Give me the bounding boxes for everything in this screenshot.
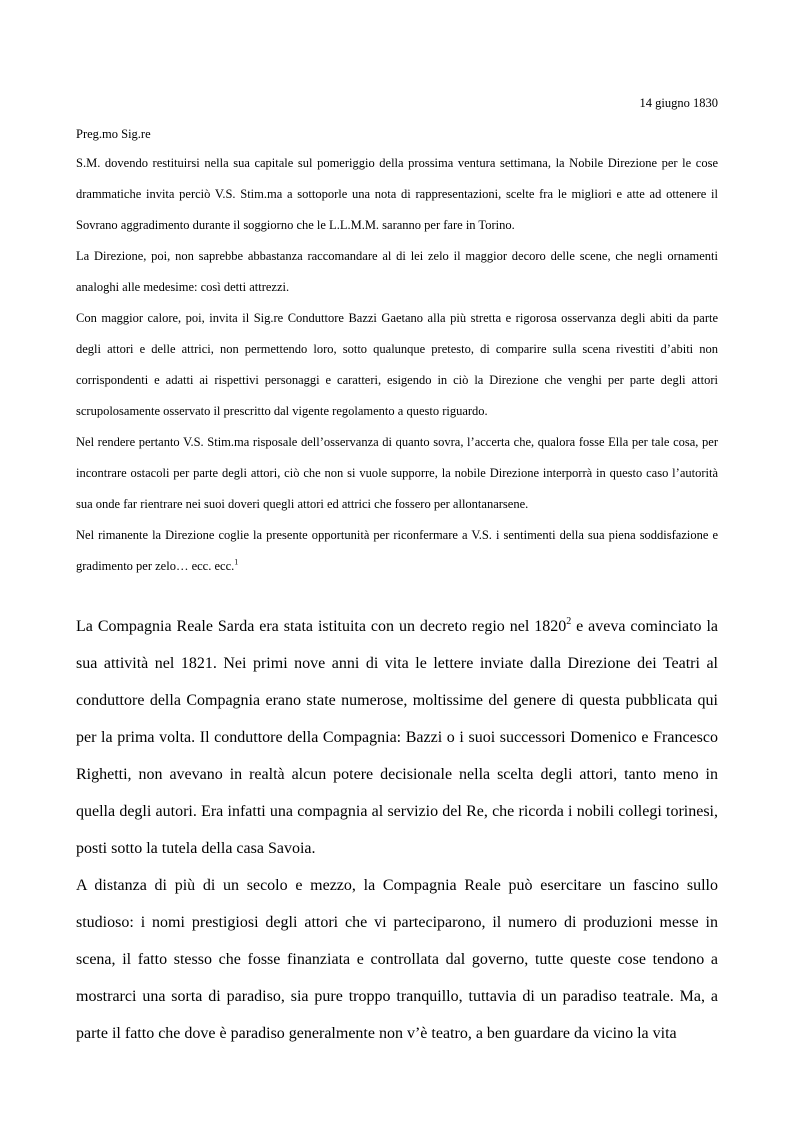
essay-text: e aveva cominciato la sua attività nel 1821. Nei primi nove anni di vita le lettere inviate dalla Direzione dei Teatri al conduttore della Compagnia erano state numerose, moltissime del genere di questa pubblicata qui per la prima volta. Il conduttore della Compagnia: Bazzi o i suoi successori Domenico e Francesco Righetti, non avevano in realtà alcun potere decisionale nella scelta degli attori, tanto meno in quella degli autori. Era infatti una compagnia al servizio del Re, che ricorda i nobili collegi torinesi, posti sotto la tutela della casa Savoia. (76, 618, 718, 857)
letter-paragraph: La Direzione, poi, non saprebbe abbastanza raccomandare al di lei zelo il maggior decoro delle scene, che negli ornamenti analoghi alle medesime: così detti attrezzi. (76, 249, 718, 294)
letter-closing-text: Nel rimanente la Direzione coglie la presente opportunità per riconfermare a V.S. i sentimenti della sua piena soddisfazione e gradimento per zelo… ecc. ecc. (76, 528, 718, 573)
letter-paragraph: Con maggior calore, poi, invita il Sig.re Conduttore Bazzi Gaetano alla più stretta e rigorosa osservanza degli abiti da parte degli attori e delle attrici, non permettendo loro, sotto qualunque pretesto, di comparire sulla scena rivestiti d’abiti non corrispondenti e adatti ai rispettivi personaggi e caratteri, esigendo in ciò la Direzione che venghi per parte degli attori scrupolosamente osservato il prescritto dal vigente regolamento a questo riguardo. (76, 311, 718, 418)
footnote-ref-1[interactable]: 1 (234, 557, 239, 567)
essay-paragraph-2: A distanza di più di un secolo e mezzo, la Compagnia Reale può esercitare un fascino sullo studioso: i nomi prestigiosi degli attori che vi parteciparono, il numero di produzioni messe in scena, il fatto stesso che fosse finanziata e controllata dal governo, tutte queste cose tendono a mostrarci una sorta di paradiso, sia pure troppo tranquillo, tuttavia di un paradiso teatrale. Ma, a parte il fatto che dove è paradiso generalmente non v’è teatro, a ben guardare da vicino la vita (76, 877, 718, 1042)
letter-closing (76, 520, 718, 582)
letter-body (76, 148, 718, 582)
essay-text: La Compagnia Reale Sarda era stata istituita con un decreto regio nel 1820 (76, 618, 567, 635)
essay-paragraph-1 (76, 608, 718, 867)
letter-salutation: Preg.mo Sig.re (76, 127, 151, 141)
letter-date: 14 giugno 1830 (639, 96, 718, 110)
letter-paragraph: S.M. dovendo restituirsi nella sua capitale sul pomeriggio della prossima ventura settimana, la Nobile Direzione per le cose drammatiche invita perciò V.S. Stim.ma a sottoporle una nota di rappresentazioni, scelte fra le migliori e atte ad ottenere il Sovrano aggradimento durante il soggiorno che le L.L.M.M. saranno per fare in Torino. (76, 156, 718, 232)
footnote-ref-2[interactable]: 2 (566, 616, 572, 627)
letter-paragraph: Nel rendere pertanto V.S. Stim.ma risposale dell’osservanza di quanto sovra, l’accerta che, qualora fosse Ella per tale cosa, per incontrare ostacoli per parte degli attori, ciò che non si vuole supporre, la nobile Direzione interporrà in questo caso l’autorità sua onde far rientrare nei suoi doveri quegli attori ed attrici che fossero per allontanarsene. (76, 435, 718, 511)
essay-body (76, 608, 718, 1052)
